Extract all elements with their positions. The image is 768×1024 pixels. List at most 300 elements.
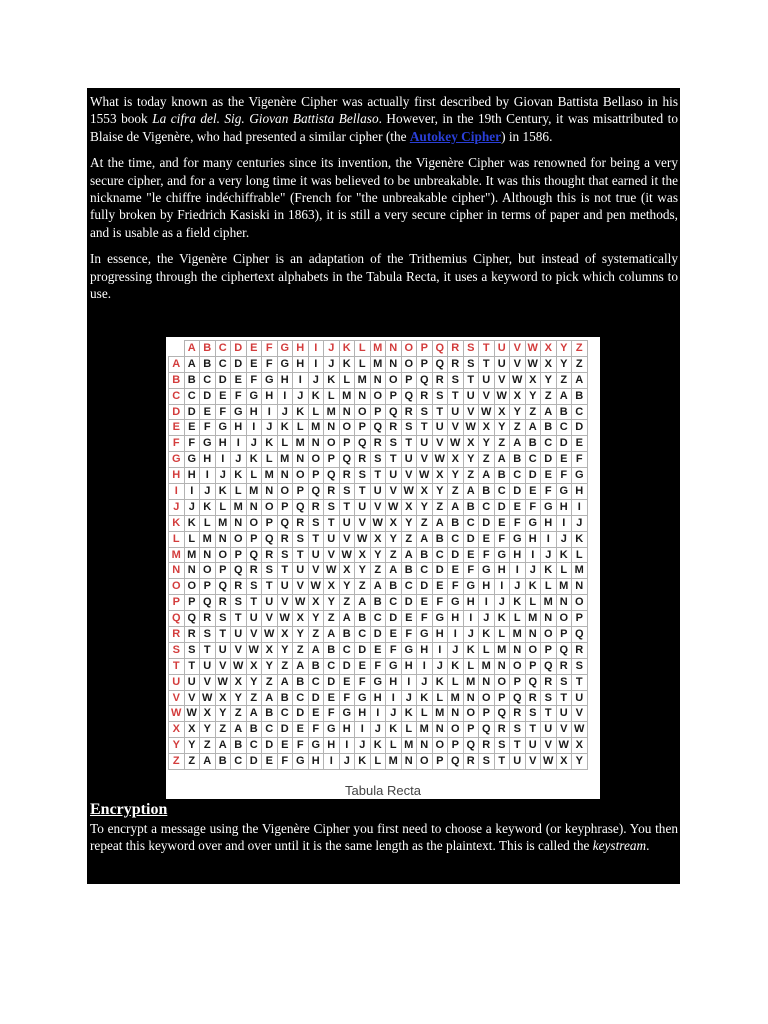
tabula-cell: E <box>184 420 200 436</box>
tabula-cell: F <box>262 356 278 372</box>
tabula-cell: E <box>479 531 495 547</box>
tabula-cell: J <box>215 468 231 484</box>
tabula-cell: S <box>448 372 464 388</box>
tabula-cell: K <box>463 642 479 658</box>
tabula-cell: T <box>246 595 262 611</box>
tabula-cell: R <box>370 436 386 452</box>
tabula-cell: P <box>184 595 200 611</box>
tabula-cell: W <box>293 595 309 611</box>
tabula-cell: H <box>262 388 278 404</box>
tabula-cell: F <box>463 563 479 579</box>
tabula-cell: C <box>246 738 262 754</box>
tabula-cell: Z <box>494 436 510 452</box>
tabula-cell: J <box>494 595 510 611</box>
tabula-cell: R <box>231 579 247 595</box>
tabula-cell: R <box>432 372 448 388</box>
tabula-cell: T <box>525 722 541 738</box>
tabula-cell: Z <box>510 420 526 436</box>
tabula-cell: Y <box>262 658 278 674</box>
tabula-cell: P <box>200 579 216 595</box>
tabula-cell: P <box>324 452 340 468</box>
tabula-cell: H <box>339 722 355 738</box>
tabula-cell: Z <box>479 452 495 468</box>
tabula-row <box>169 468 588 484</box>
tabula-cell: N <box>231 515 247 531</box>
tabula-cell: A <box>479 468 495 484</box>
tabula-cell: G <box>293 754 309 770</box>
tabula-cell: Z <box>246 690 262 706</box>
tabula-cell: F <box>246 372 262 388</box>
tabula-cell: L <box>448 674 464 690</box>
tabula-cell: J <box>432 658 448 674</box>
history-paragraph: At the time, and for many centuries since its invention, the Vigenère Cipher was renowned for being a very secure cipher, and for a very long time it was believed to be unbreakable. It was this thought that earned it the nickname "le chiffre indéchiffrable" (French for "the unbreakable cipher"). Although this is not true (it was fully broken by Friedrich Kasiski in 1863), it is still a very secure cipher in terms of paper and pen methods, and is usable as a field cipher. <box>90 155 678 240</box>
tabula-cell: I <box>386 690 402 706</box>
tabula-cell: D <box>277 722 293 738</box>
tabula-cell: W <box>215 674 231 690</box>
tabula-cell: J <box>355 738 371 754</box>
tabula-cell: W <box>324 563 340 579</box>
tabula-cell: U <box>370 484 386 500</box>
column-header: O <box>401 341 417 357</box>
tabula-cell: N <box>479 674 495 690</box>
tabula-cell: S <box>262 563 278 579</box>
tabula-cell: L <box>200 515 216 531</box>
tabula-cell: V <box>308 563 324 579</box>
tabula-cell: X <box>417 484 433 500</box>
tabula-cell: X <box>277 627 293 643</box>
tabula-cell: A <box>541 404 557 420</box>
tabula-cell: Q <box>417 372 433 388</box>
tabula-cell: X <box>432 468 448 484</box>
tabula-cell: W <box>494 388 510 404</box>
tabula-cell: Z <box>339 595 355 611</box>
tabula-cell: M <box>448 690 464 706</box>
tabula-cell: W <box>308 579 324 595</box>
tabula-cell: H <box>308 754 324 770</box>
tabula-cell: Z <box>432 499 448 515</box>
tabula-cell: U <box>308 547 324 563</box>
tabula-cell: K <box>494 611 510 627</box>
tabula-cell: O <box>355 404 371 420</box>
tabula-cell: I <box>355 722 371 738</box>
tabula-cell: S <box>246 579 262 595</box>
tabula-cell: W <box>386 499 402 515</box>
tabula-cell: O <box>463 706 479 722</box>
tabula-cell: O <box>293 468 309 484</box>
tabula-cell: H <box>386 674 402 690</box>
tabula-cell: L <box>339 372 355 388</box>
tabula-cell: X <box>184 722 200 738</box>
tabula-cell: B <box>556 404 572 420</box>
tabula-cell: K <box>556 547 572 563</box>
tabula-cell: S <box>494 738 510 754</box>
tabula-cell: N <box>293 452 309 468</box>
tabula-cell: P <box>448 738 464 754</box>
tabula-cell: G <box>386 658 402 674</box>
tabula-row <box>169 706 588 722</box>
tabula-cell: Z <box>572 356 588 372</box>
tabula-cell: G <box>448 595 464 611</box>
tabula-cell: R <box>262 547 278 563</box>
tabula-cell: S <box>556 674 572 690</box>
tabula-cell: L <box>510 611 526 627</box>
tabula-cell: E <box>386 627 402 643</box>
tabula-row <box>169 531 588 547</box>
tabula-cell: S <box>308 515 324 531</box>
tabula-row <box>169 356 588 372</box>
tabula-cell: C <box>510 468 526 484</box>
tabula-cell: S <box>277 547 293 563</box>
row-header: L <box>169 531 185 547</box>
column-header: I <box>308 341 324 357</box>
encryption-paragraph <box>90 820 678 855</box>
tabula-cell: M <box>401 738 417 754</box>
tabula-cell: V <box>324 547 340 563</box>
row-header: X <box>169 722 185 738</box>
tabula-cell: N <box>432 722 448 738</box>
tabula-cell: F <box>386 642 402 658</box>
tabula-cell: I <box>463 611 479 627</box>
tabula-cell: Q <box>479 722 495 738</box>
tabula-cell: A <box>231 722 247 738</box>
tabula-cell: A <box>556 388 572 404</box>
tabula-cell: Z <box>448 484 464 500</box>
tabula-cell: D <box>308 690 324 706</box>
tabula-cell: E <box>541 468 557 484</box>
tabula-cell: Y <box>448 468 464 484</box>
tabula-cell: K <box>339 356 355 372</box>
tabula-cell: O <box>386 372 402 388</box>
tabula-cell: F <box>277 754 293 770</box>
tabula-cell: W <box>231 658 247 674</box>
tabula-cell: W <box>262 627 278 643</box>
tabula-cell: O <box>262 499 278 515</box>
tabula-cell: M <box>479 658 495 674</box>
autokey-cipher-link[interactable]: Autokey Cipher <box>409 128 502 144</box>
tabula-cell: I <box>432 642 448 658</box>
tabula-cell: F <box>541 484 557 500</box>
tabula-cell: S <box>525 706 541 722</box>
tabula-cell: P <box>355 420 371 436</box>
encryption-text-2: . <box>646 838 650 854</box>
tabula-cell: C <box>277 706 293 722</box>
tabula-cell: M <box>432 706 448 722</box>
tabula-cell: L <box>370 754 386 770</box>
tabula-cell: C <box>339 642 355 658</box>
tabula-cell: O <box>339 420 355 436</box>
row-header: O <box>169 579 185 595</box>
tabula-cell: D <box>231 356 247 372</box>
tabula-cell: Z <box>200 738 216 754</box>
column-header: N <box>386 341 402 357</box>
tabula-cell: P <box>463 722 479 738</box>
tabula-cell: C <box>572 404 588 420</box>
tabula-cell: A <box>355 595 371 611</box>
tabula-cell: G <box>541 499 557 515</box>
tabula-cell: H <box>324 738 340 754</box>
tabula-cell: E <box>231 372 247 388</box>
tabula-cell: C <box>355 627 371 643</box>
tabula-cell: U <box>339 515 355 531</box>
tabula-cell: B <box>448 515 464 531</box>
tabula-cell: P <box>432 754 448 770</box>
intro-text-3: ) in 1586. <box>501 128 553 144</box>
tabula-cell: W <box>463 420 479 436</box>
tabula-cell: L <box>262 452 278 468</box>
tabula-cell: H <box>277 372 293 388</box>
tabula-row <box>169 658 588 674</box>
tabula-cell: C <box>308 674 324 690</box>
tabula-cell: Y <box>184 738 200 754</box>
tabula-cell: S <box>572 658 588 674</box>
column-header: H <box>293 341 309 357</box>
tabula-cell: L <box>479 642 495 658</box>
tabula-cell: I <box>417 658 433 674</box>
tabula-cell: B <box>386 579 402 595</box>
column-header: Z <box>572 341 588 357</box>
tabula-cell: K <box>479 627 495 643</box>
tabula-cell: J <box>246 436 262 452</box>
tabula-cell: Q <box>448 754 464 770</box>
tabula-cell: M <box>308 420 324 436</box>
tabula-cell: V <box>370 499 386 515</box>
tabula-cell: G <box>184 452 200 468</box>
tabula-cell: A <box>324 627 340 643</box>
tabula-cell: V <box>479 388 495 404</box>
tabula-cell: O <box>479 690 495 706</box>
tabula-cell: N <box>401 754 417 770</box>
tabula-cell: R <box>556 658 572 674</box>
tabula-cell: U <box>432 420 448 436</box>
tabula-cell: M <box>293 436 309 452</box>
tabula-cell: Q <box>525 674 541 690</box>
tabula-cell: A <box>293 658 309 674</box>
tabula-cell: D <box>370 627 386 643</box>
tabula-cell: E <box>308 706 324 722</box>
tabula-cell: G <box>479 563 495 579</box>
tabula-cell: I <box>479 595 495 611</box>
tabula-cell: Q <box>293 499 309 515</box>
tabula-cell: T <box>432 404 448 420</box>
tabula-cell: M <box>417 722 433 738</box>
intro-paragraph <box>90 93 678 145</box>
tabula-cell: T <box>308 531 324 547</box>
tabula-cell: L <box>401 722 417 738</box>
tabula-cell: R <box>324 484 340 500</box>
tabula-cell: O <box>200 563 216 579</box>
tabula-cell: N <box>494 658 510 674</box>
tabula-cell: H <box>556 499 572 515</box>
column-header: R <box>448 341 464 357</box>
tabula-cell: N <box>339 404 355 420</box>
tabula-cell: J <box>231 452 247 468</box>
tabula-cell: E <box>463 547 479 563</box>
tabula-cell: K <box>262 436 278 452</box>
tabula-cell: I <box>339 738 355 754</box>
tabula-row <box>169 484 588 500</box>
tabula-cell: T <box>386 452 402 468</box>
tabula-cell: Z <box>184 754 200 770</box>
tabula-cell: N <box>417 738 433 754</box>
row-header: B <box>169 372 185 388</box>
tabula-recta-table <box>168 340 588 770</box>
tabula-cell: F <box>293 738 309 754</box>
tabula-cell: B <box>324 642 340 658</box>
tabula-cell: L <box>541 579 557 595</box>
tabula-row <box>169 754 588 770</box>
row-header: V <box>169 690 185 706</box>
row-header: Z <box>169 754 185 770</box>
tabula-cell: R <box>386 420 402 436</box>
tabula-cell: T <box>541 706 557 722</box>
tabula-cell: H <box>184 468 200 484</box>
tabula-cell: N <box>184 563 200 579</box>
tabula-cell: P <box>370 404 386 420</box>
tabula-cell: T <box>401 436 417 452</box>
tabula-cell: B <box>200 356 216 372</box>
tabula-cell: P <box>339 436 355 452</box>
column-header: M <box>370 341 386 357</box>
tabula-cell: U <box>525 738 541 754</box>
tabula-cell: Z <box>231 706 247 722</box>
column-header: C <box>215 341 231 357</box>
tabula-cell: R <box>417 388 433 404</box>
tabula-cell: P <box>556 627 572 643</box>
tabula-cell: H <box>432 627 448 643</box>
tabula-cell: I <box>231 436 247 452</box>
tabula-cell: H <box>215 436 231 452</box>
column-header: S <box>463 341 479 357</box>
tabula-cell: G <box>572 468 588 484</box>
tabula-cell: Y <box>277 642 293 658</box>
tabula-cell: G <box>494 547 510 563</box>
tabula-cell: X <box>463 436 479 452</box>
tabula-row <box>169 499 588 515</box>
tabula-cell: C <box>215 356 231 372</box>
tabula-cell: U <box>448 404 464 420</box>
tabula-cell: I <box>556 515 572 531</box>
tabula-cell: Z <box>277 658 293 674</box>
book-title: La cifra del. Sig. Giovan Battista Bellaso <box>152 111 379 127</box>
tabula-cell: K <box>448 658 464 674</box>
tabula-cell: M <box>215 515 231 531</box>
tabula-cell: T <box>556 690 572 706</box>
tabula-cell: Q <box>572 627 588 643</box>
tabula-row <box>169 642 588 658</box>
tabula-cell: I <box>525 547 541 563</box>
tabula-cell: N <box>510 642 526 658</box>
tabula-cell: B <box>231 738 247 754</box>
tabula-cell: Y <box>200 722 216 738</box>
tabula-cell: W <box>370 515 386 531</box>
tabula-cell: Q <box>324 468 340 484</box>
tabula-cell: T <box>494 754 510 770</box>
tabula-cell: A <box>262 690 278 706</box>
tabula-cell: Y <box>246 674 262 690</box>
tabula-cell: M <box>572 563 588 579</box>
tabula-cell: F <box>370 658 386 674</box>
tabula-cell: H <box>293 356 309 372</box>
tabula-cell: R <box>448 356 464 372</box>
tabula-cell: H <box>401 658 417 674</box>
tabula-cell: Q <box>494 706 510 722</box>
tabula-cell: C <box>386 595 402 611</box>
tabula-cell: D <box>448 547 464 563</box>
tabula-cell: N <box>370 372 386 388</box>
tabula-cell: N <box>386 356 402 372</box>
column-header: V <box>510 341 526 357</box>
tabula-cell: Y <box>525 388 541 404</box>
row-header: P <box>169 595 185 611</box>
tabula-cell: I <box>572 499 588 515</box>
tabula-cell: S <box>510 722 526 738</box>
tabula-cell: W <box>200 690 216 706</box>
tabula-cell: Y <box>339 579 355 595</box>
tabula-cell: D <box>479 515 495 531</box>
tabula-cell: A <box>215 738 231 754</box>
tabula-cell: S <box>541 690 557 706</box>
tabula-cell: F <box>494 531 510 547</box>
tabula-cell: P <box>541 642 557 658</box>
tabula-cell: C <box>370 611 386 627</box>
tabula-cell: O <box>556 611 572 627</box>
tabula-cell: Q <box>432 356 448 372</box>
column-header: U <box>494 341 510 357</box>
tabula-cell: Q <box>200 595 216 611</box>
row-header: Y <box>169 738 185 754</box>
tabula-cell: V <box>277 595 293 611</box>
tabula-cell: I <box>215 452 231 468</box>
tabula-cell: Q <box>277 515 293 531</box>
tabula-cell: A <box>370 579 386 595</box>
tabula-cell: J <box>277 404 293 420</box>
tabula-cell: U <box>401 452 417 468</box>
tabula-cell: C <box>262 722 278 738</box>
tabula-cell: I <box>324 754 340 770</box>
row-header: T <box>169 658 185 674</box>
row-header: M <box>169 547 185 563</box>
tabula-cell: I <box>277 388 293 404</box>
tabula-cell: Z <box>308 627 324 643</box>
tabula-cell: B <box>355 611 371 627</box>
tabula-cell: G <box>246 388 262 404</box>
tabula-cell: Y <box>370 547 386 563</box>
tabula-cell: S <box>200 627 216 643</box>
tabula-cell: E <box>432 579 448 595</box>
tabula-cell: C <box>184 388 200 404</box>
tabula-cell: S <box>417 404 433 420</box>
tabula-cell: D <box>339 658 355 674</box>
column-header: E <box>246 341 262 357</box>
tabula-cell: B <box>525 436 541 452</box>
tabula-cell: T <box>463 372 479 388</box>
tabula-cell: F <box>525 499 541 515</box>
tabula-cell: T <box>215 627 231 643</box>
tabula-row <box>169 674 588 690</box>
tabula-cell: T <box>510 738 526 754</box>
column-header: P <box>417 341 433 357</box>
tabula-cell: Y <box>231 690 247 706</box>
tabula-cell: U <box>184 674 200 690</box>
tabula-cell: X <box>525 372 541 388</box>
tabula-cell: Z <box>370 563 386 579</box>
tabula-cell: X <box>479 420 495 436</box>
column-header: J <box>324 341 340 357</box>
tabula-cell: Q <box>184 611 200 627</box>
tabula-cell: Y <box>401 515 417 531</box>
tabula-cell: O <box>494 674 510 690</box>
tabula-cell: H <box>200 452 216 468</box>
